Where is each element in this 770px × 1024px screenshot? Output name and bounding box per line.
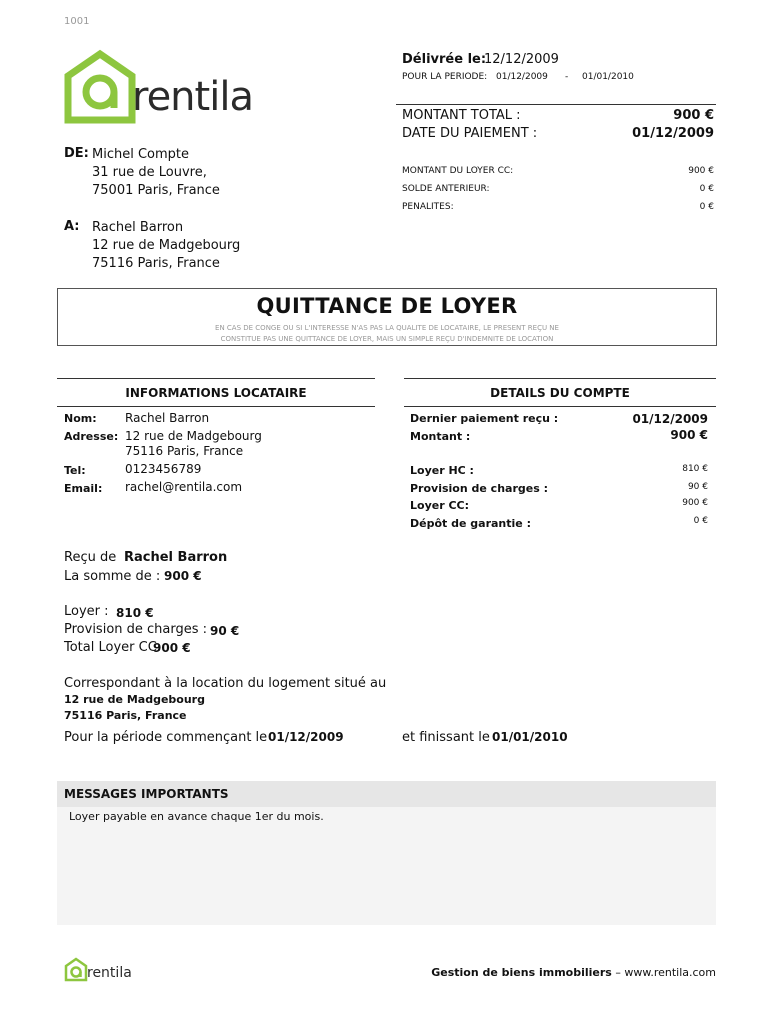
tenant-address-line-1: 12 rue de Madgebourg	[125, 429, 262, 443]
tenant-name-label: Nom:	[64, 412, 97, 425]
tenant-email-value: rachel@rentila.com	[125, 480, 243, 494]
tenant-heading-rule	[57, 406, 375, 407]
receipt-total-value: 900 €	[153, 641, 191, 655]
delivered-label: Délivrée le:	[402, 52, 487, 67]
footer-dash: –	[615, 966, 621, 979]
messages-text: Loyer payable en avance chaque 1er du mois.	[69, 810, 324, 823]
period-end-label: et finissant le	[402, 730, 490, 745]
rent-cc-label: MONTANT DU LOYER CC:	[402, 166, 514, 176]
location-line-1: 12 rue de Madgebourg	[64, 693, 205, 706]
previous-balance-label: SOLDE ANTERIEUR:	[402, 184, 490, 194]
account-rent-cc-value: 900 €	[682, 498, 708, 508]
tenant-tel-label: Tel:	[64, 464, 86, 477]
account-heading: DETAILS DU COMPTE	[490, 386, 630, 400]
charges-label: Provision de charges :	[410, 482, 548, 495]
recipient-block	[92, 219, 240, 273]
period-end-value: 01/01/2010	[492, 730, 568, 744]
period-end: 01/01/2010	[582, 72, 634, 82]
period-start-value: 01/12/2009	[268, 730, 344, 744]
tenant-name-value: Rachel Barron	[125, 411, 210, 425]
location-label: Correspondant à la location du logement situé au	[64, 676, 387, 691]
period-start-label: Pour la période commençant le	[64, 730, 268, 745]
from-label: DE:	[64, 146, 89, 161]
receipt-rent-value: 810 €	[116, 606, 154, 620]
sender-address-2: 75001 Paris, France	[92, 183, 220, 198]
sender-name: Michel Compte	[92, 147, 189, 162]
last-payment-label: Dernier paiement reçu :	[410, 412, 559, 425]
sender-address-1: 31 rue de Louvre,	[92, 165, 207, 180]
tenant-address-label: Adresse:	[64, 430, 119, 443]
deposit-label: Dépôt de garantie :	[410, 517, 531, 530]
recipient-address-1: 12 rue de Madgebourg	[92, 238, 241, 253]
period-start: 01/12/2009	[496, 72, 548, 82]
tenant-address-value	[125, 429, 262, 459]
receipt-total-label: Total Loyer CC:	[64, 640, 162, 655]
rent-hc-value: 810 €	[682, 464, 708, 474]
total-label: MONTANT TOTAL :	[402, 108, 521, 123]
messages-body	[57, 807, 716, 925]
receipt-rent-label: Loyer :	[64, 604, 109, 619]
svg-text:rentila: rentila	[132, 74, 253, 120]
received-from-value: Rachel Barron	[124, 550, 228, 565]
previous-balance-value: 0 €	[699, 184, 714, 194]
delivered-date: 12/12/2009	[484, 52, 559, 67]
tenant-top-rule	[57, 378, 375, 379]
footer-website[interactable]: www.rentila.com	[624, 966, 716, 979]
received-from-label: Reçu de	[64, 550, 117, 565]
tenant-address-line-2: 75116 Paris, France	[125, 444, 244, 458]
payment-date-value: 01/12/2009	[632, 126, 714, 141]
footer-company: Gestion de biens immobiliers	[431, 966, 612, 979]
penalties-value: 0 €	[699, 202, 714, 212]
rent-hc-label: Loyer HC :	[410, 464, 474, 477]
title-note-line-1: EN CAS DE CONGE OU SI L'INTERESSE N'AS PAS LA QUALITE DE LOCATAIRE, LE PRESENT REÇU NE	[215, 324, 559, 332]
footer-text	[300, 966, 716, 979]
title-note-line-2: CONSTITUE PAS UNE QUITTANCE DE LOYER, MAIS UN SIMPLE REÇU D'INDEMNITE DE LOCATION	[220, 335, 554, 343]
tenant-tel-value: 0123456789	[125, 462, 202, 476]
last-payment-value: 01/12/2009	[632, 412, 708, 426]
charges-value: 90 €	[687, 482, 708, 492]
recipient-address-2: 75116 Paris, France	[92, 256, 220, 271]
messages-heading: MESSAGES IMPORTANTS	[64, 787, 229, 801]
summary-divider	[396, 104, 716, 105]
account-top-rule	[404, 378, 716, 379]
tenant-email-label: Email:	[64, 482, 103, 495]
to-label: A:	[64, 219, 80, 234]
title-box	[57, 288, 717, 346]
account-heading-rule	[404, 406, 716, 407]
deposit-value: 0 €	[693, 516, 708, 526]
period-separator: -	[565, 72, 569, 82]
title-note	[58, 323, 716, 345]
penalties-label: PENALITES:	[402, 202, 454, 212]
sum-value: 900 €	[164, 569, 202, 583]
account-rent-cc-label: Loyer CC:	[410, 499, 469, 512]
period-label: POUR LA PERIODE:	[402, 72, 488, 82]
rent-cc-value: 900 €	[688, 166, 714, 176]
amount-label: Montant :	[410, 430, 471, 443]
rentila-logo	[60, 48, 270, 126]
svg-text:rentila: rentila	[87, 965, 132, 981]
tenant-heading: INFORMATIONS LOCATAIRE	[125, 386, 307, 400]
receipt-charges-label: Provision de charges :	[64, 622, 208, 637]
footer-logo	[64, 956, 144, 982]
location-line-2: 75116 Paris, France	[64, 709, 187, 722]
messages-header	[57, 781, 716, 807]
receipt-charges-value: 90 €	[210, 624, 240, 638]
document-title: QUITTANCE DE LOYER	[256, 294, 518, 318]
recipient-name: Rachel Barron	[92, 220, 184, 235]
document-number: 1001	[64, 16, 90, 27]
payment-date-label: DATE DU PAIEMENT :	[402, 126, 538, 141]
sum-label: La somme de :	[64, 569, 161, 584]
total-value: 900 €	[673, 108, 714, 123]
sender-block	[92, 146, 220, 200]
amount-value: 900 €	[670, 428, 708, 442]
